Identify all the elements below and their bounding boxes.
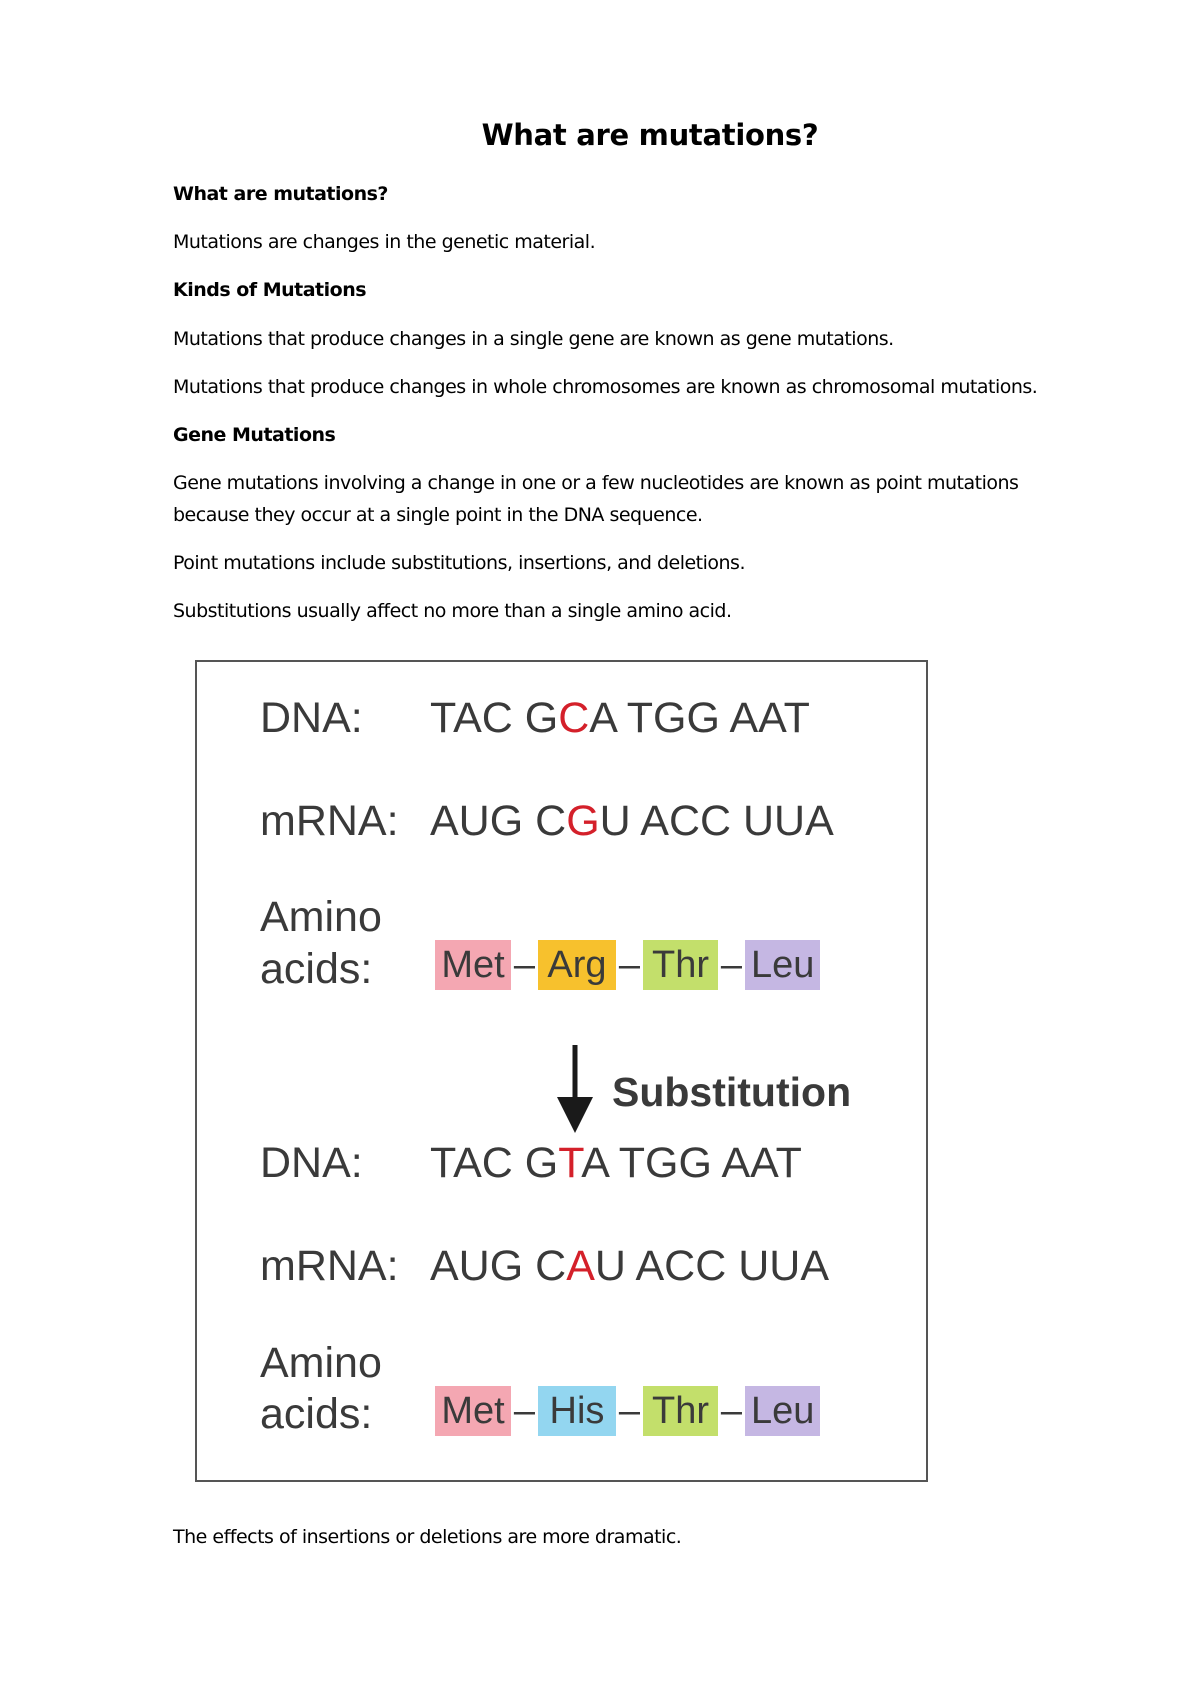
mrna-changed-base: G [566, 797, 600, 845]
page-title: What are mutations? [481, 118, 819, 152]
peptide-bond-dash: – [618, 944, 641, 986]
peptide-bond-dash: – [513, 1390, 536, 1432]
paragraph-insertions-deletions: The effects of insertions or deletions are more dramatic. [173, 1526, 682, 1548]
mrna-seq-pre: AUG C [430, 797, 567, 845]
amino-label-line1: Amino [260, 1339, 382, 1387]
mutated-amino-acid-chain [435, 1386, 820, 1436]
dna-changed-base: C [558, 694, 590, 742]
amino-acid-box: His [538, 1386, 616, 1436]
mrna-seq-pre: AUG C [430, 1242, 567, 1290]
down-arrow-icon [555, 1045, 595, 1135]
amino-acid-box: Leu [745, 940, 820, 990]
original-mrna-sequence [430, 797, 834, 845]
peptide-bond-dash: – [720, 944, 743, 986]
mutated-mrna-sequence [430, 1242, 830, 1290]
dna-seq-post: A TGG AAT [589, 694, 810, 742]
paragraph-chromosomal-mutations: Mutations that produce changes in whole chromosomes are known as chromosomal mutations. [173, 376, 1038, 398]
amino-label-line1: Amino [260, 893, 382, 941]
substitution-figure [195, 660, 928, 1482]
peptide-bond-dash: – [513, 944, 536, 986]
original-amino-acid-chain [435, 940, 820, 990]
amino-acid-box: Met [435, 940, 511, 990]
heading-what-are-mutations: What are mutations? [173, 183, 388, 205]
dna-changed-base: T [558, 1139, 582, 1187]
paragraph-point-mutations-line2: because they occur at a single point in the DNA sequence. [173, 504, 703, 526]
dna-seq-post: A TGG AAT [581, 1139, 802, 1187]
dna-seq-pre: TAC G [430, 1139, 559, 1187]
paragraph-gene-mutations: Mutations that produce changes in a single gene are known as gene mutations. [173, 328, 894, 350]
amino-acid-box: Met [435, 1386, 511, 1436]
paragraph-definition: Mutations are changes in the genetic material. [173, 231, 596, 253]
peptide-bond-dash: – [720, 1390, 743, 1432]
dna-label: DNA: [260, 1139, 363, 1187]
mrna-changed-base: A [566, 1242, 595, 1290]
mrna-label: mRNA: [260, 1242, 399, 1290]
peptide-bond-dash: – [618, 1390, 641, 1432]
dna-label: DNA: [260, 694, 363, 742]
amino-label-line2: acids: [260, 945, 373, 993]
amino-label-line2: acids: [260, 1390, 373, 1438]
heading-gene-mutations: Gene Mutations [173, 424, 336, 446]
amino-acid-box: Thr [643, 1386, 718, 1436]
mrna-label: mRNA: [260, 797, 399, 845]
amino-acid-box: Leu [745, 1386, 820, 1436]
amino-acid-box: Arg [538, 940, 616, 990]
amino-acid-box: Thr [643, 940, 718, 990]
mrna-seq-post: U ACC UUA [594, 1242, 830, 1290]
substitution-label: Substitution [612, 1069, 852, 1115]
heading-kinds-of-mutations: Kinds of Mutations [173, 279, 367, 301]
paragraph-point-mutation-types: Point mutations include substitutions, insertions, and deletions. [173, 552, 745, 574]
paragraph-substitutions: Substitutions usually affect no more than a single amino acid. [173, 600, 732, 622]
original-dna-sequence [430, 694, 810, 742]
paragraph-point-mutations-line1: Gene mutations involving a change in one or a few nucleotides are known as point mutations [173, 472, 1019, 494]
mutated-dna-sequence [430, 1139, 802, 1187]
mrna-seq-post: U ACC UUA [599, 797, 834, 845]
dna-seq-pre: TAC G [430, 694, 559, 742]
